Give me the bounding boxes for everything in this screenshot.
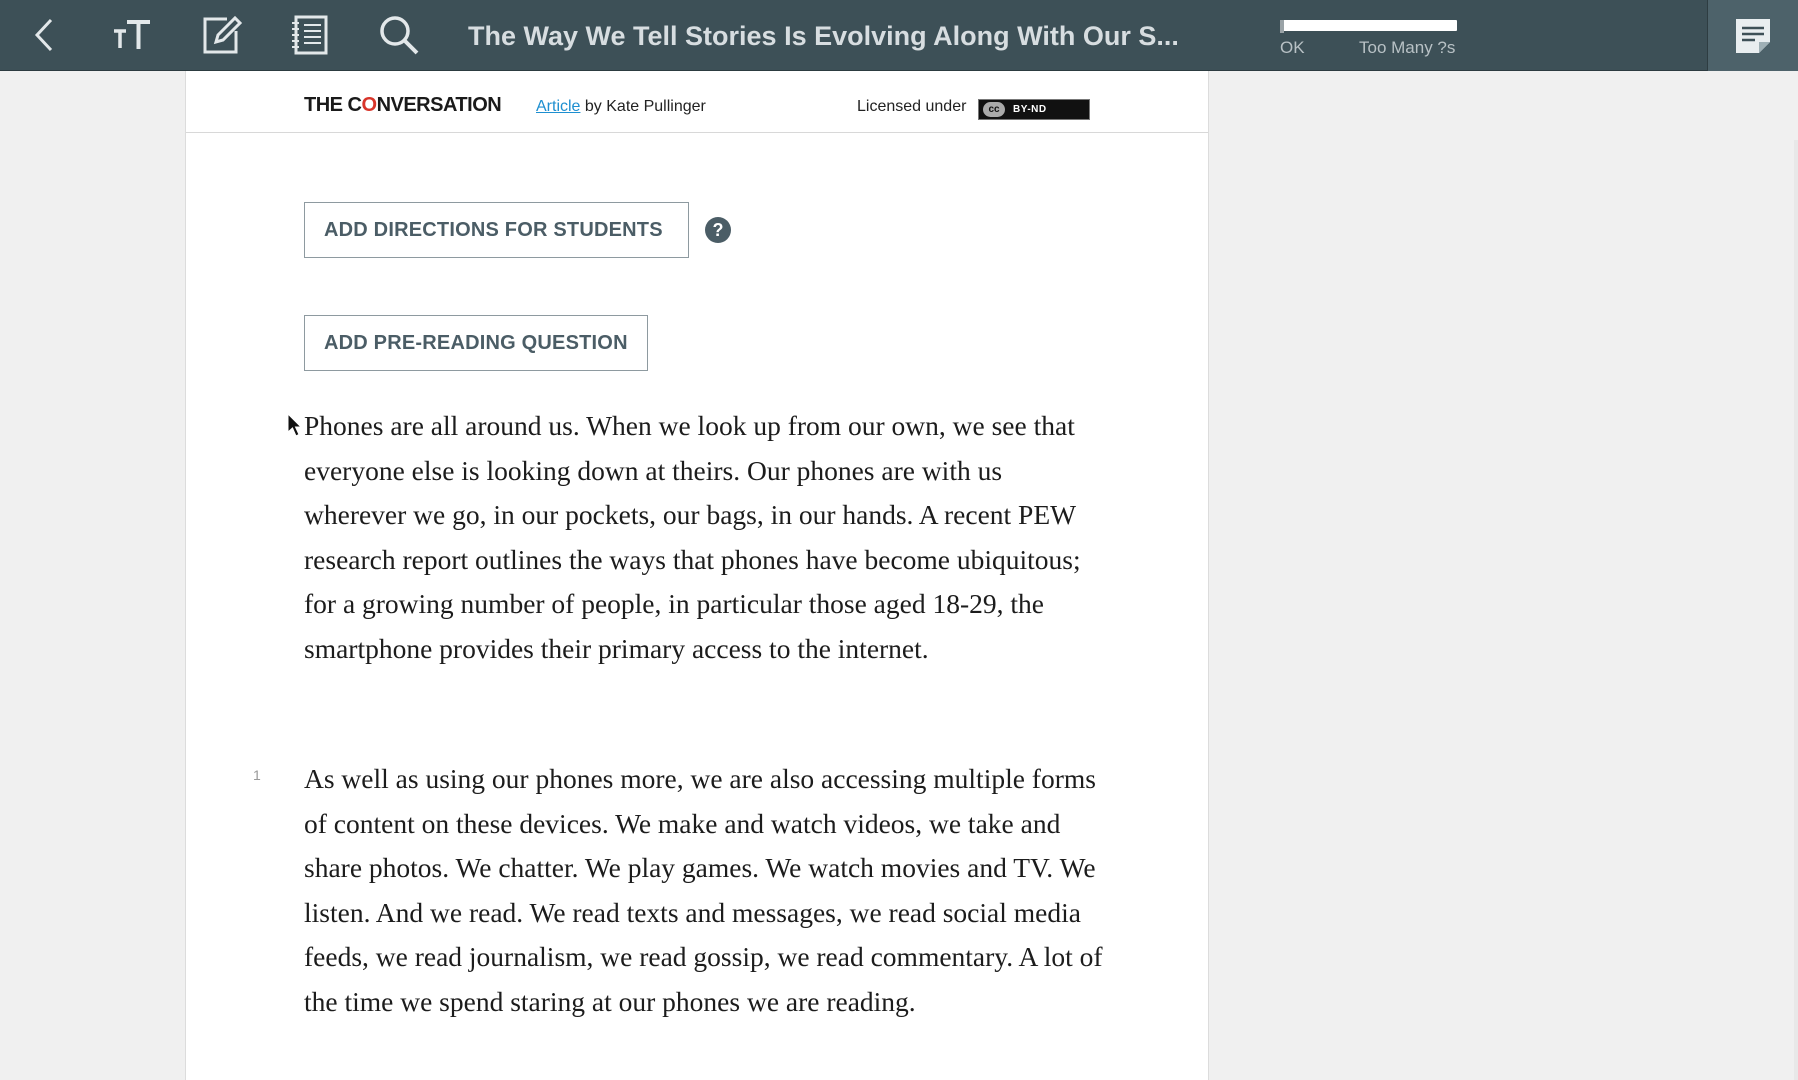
rating-track[interactable] xyxy=(1280,20,1457,31)
document-title: The Way We Tell Stories Is Evolving Along With Our S... xyxy=(468,21,1179,51)
annotate-button[interactable] xyxy=(196,10,246,60)
document-pane xyxy=(185,71,1209,1080)
license-type: BY-ND xyxy=(1013,104,1047,115)
back-button[interactable] xyxy=(19,10,69,60)
edit-pencil-icon xyxy=(200,14,242,56)
rating-too-many-label: Too Many ?s xyxy=(1359,38,1456,57)
cc-license-badge[interactable] xyxy=(978,99,1090,120)
text-size-button[interactable] xyxy=(107,10,157,60)
mouse-pointer-icon xyxy=(287,413,303,437)
publisher-logo-text-end: NVERSATION xyxy=(376,94,502,116)
source-attribution-bar xyxy=(186,72,1208,133)
article-link[interactable]: Article xyxy=(536,98,581,115)
license-label: Licensed under xyxy=(857,98,967,115)
difficulty-rating-slider[interactable] xyxy=(1280,20,1457,60)
article-paragraph[interactable]: As well as using our phones more, we are also accessing multiple forms of content on these devices. We make and watch videos, we take and share photos. We chatter. We play games. We watch movies and TV. We listen. And we read. We read texts and messages, we read social media feeds, we read journalism, we read gossip, we read commentary. A lot of the time we spend staring at our phones we are reading. xyxy=(304,763,1103,1017)
search-button[interactable] xyxy=(374,10,424,60)
add-directions-button[interactable]: ADD DIRECTIONS FOR STUDENTS xyxy=(304,202,689,258)
rating-knob[interactable] xyxy=(1280,20,1284,33)
notebook-icon xyxy=(290,14,330,56)
paragraph-number: 1 xyxy=(253,767,261,783)
text-size-icon xyxy=(112,18,152,52)
help-icon[interactable]: ? xyxy=(705,217,731,243)
cc-icon: cc xyxy=(983,102,1005,117)
byline xyxy=(536,98,706,116)
author: by Kate Pullinger xyxy=(580,98,706,115)
notes-panel-button[interactable] xyxy=(1707,0,1798,71)
publisher-logo-text-start: THE C xyxy=(304,94,362,116)
notes-icon xyxy=(1733,16,1773,56)
publisher-logo-o: O xyxy=(361,94,377,116)
publisher-logo xyxy=(304,94,501,117)
search-icon xyxy=(378,14,420,56)
notebook-button[interactable] xyxy=(285,10,335,60)
rating-ok-label: OK xyxy=(1280,38,1305,57)
article-paragraph[interactable]: Phones are all around us. When we look up from our own, we see that everyone else is looking down at theirs. Our phones are with us wherever we go, in our pockets, our bags, in our hands. A recent PEW research report outlines the ways that phones have become ubiquitous; for a growing number of people, in particular those aged 18-29, the smartphone provides their primary access to the internet. xyxy=(304,410,1081,664)
add-prereading-question-button[interactable]: ADD PRE-READING QUESTION xyxy=(304,315,648,371)
window-edge xyxy=(1794,140,1798,1080)
top-toolbar xyxy=(0,0,1798,71)
chevron-left-icon xyxy=(32,17,56,53)
